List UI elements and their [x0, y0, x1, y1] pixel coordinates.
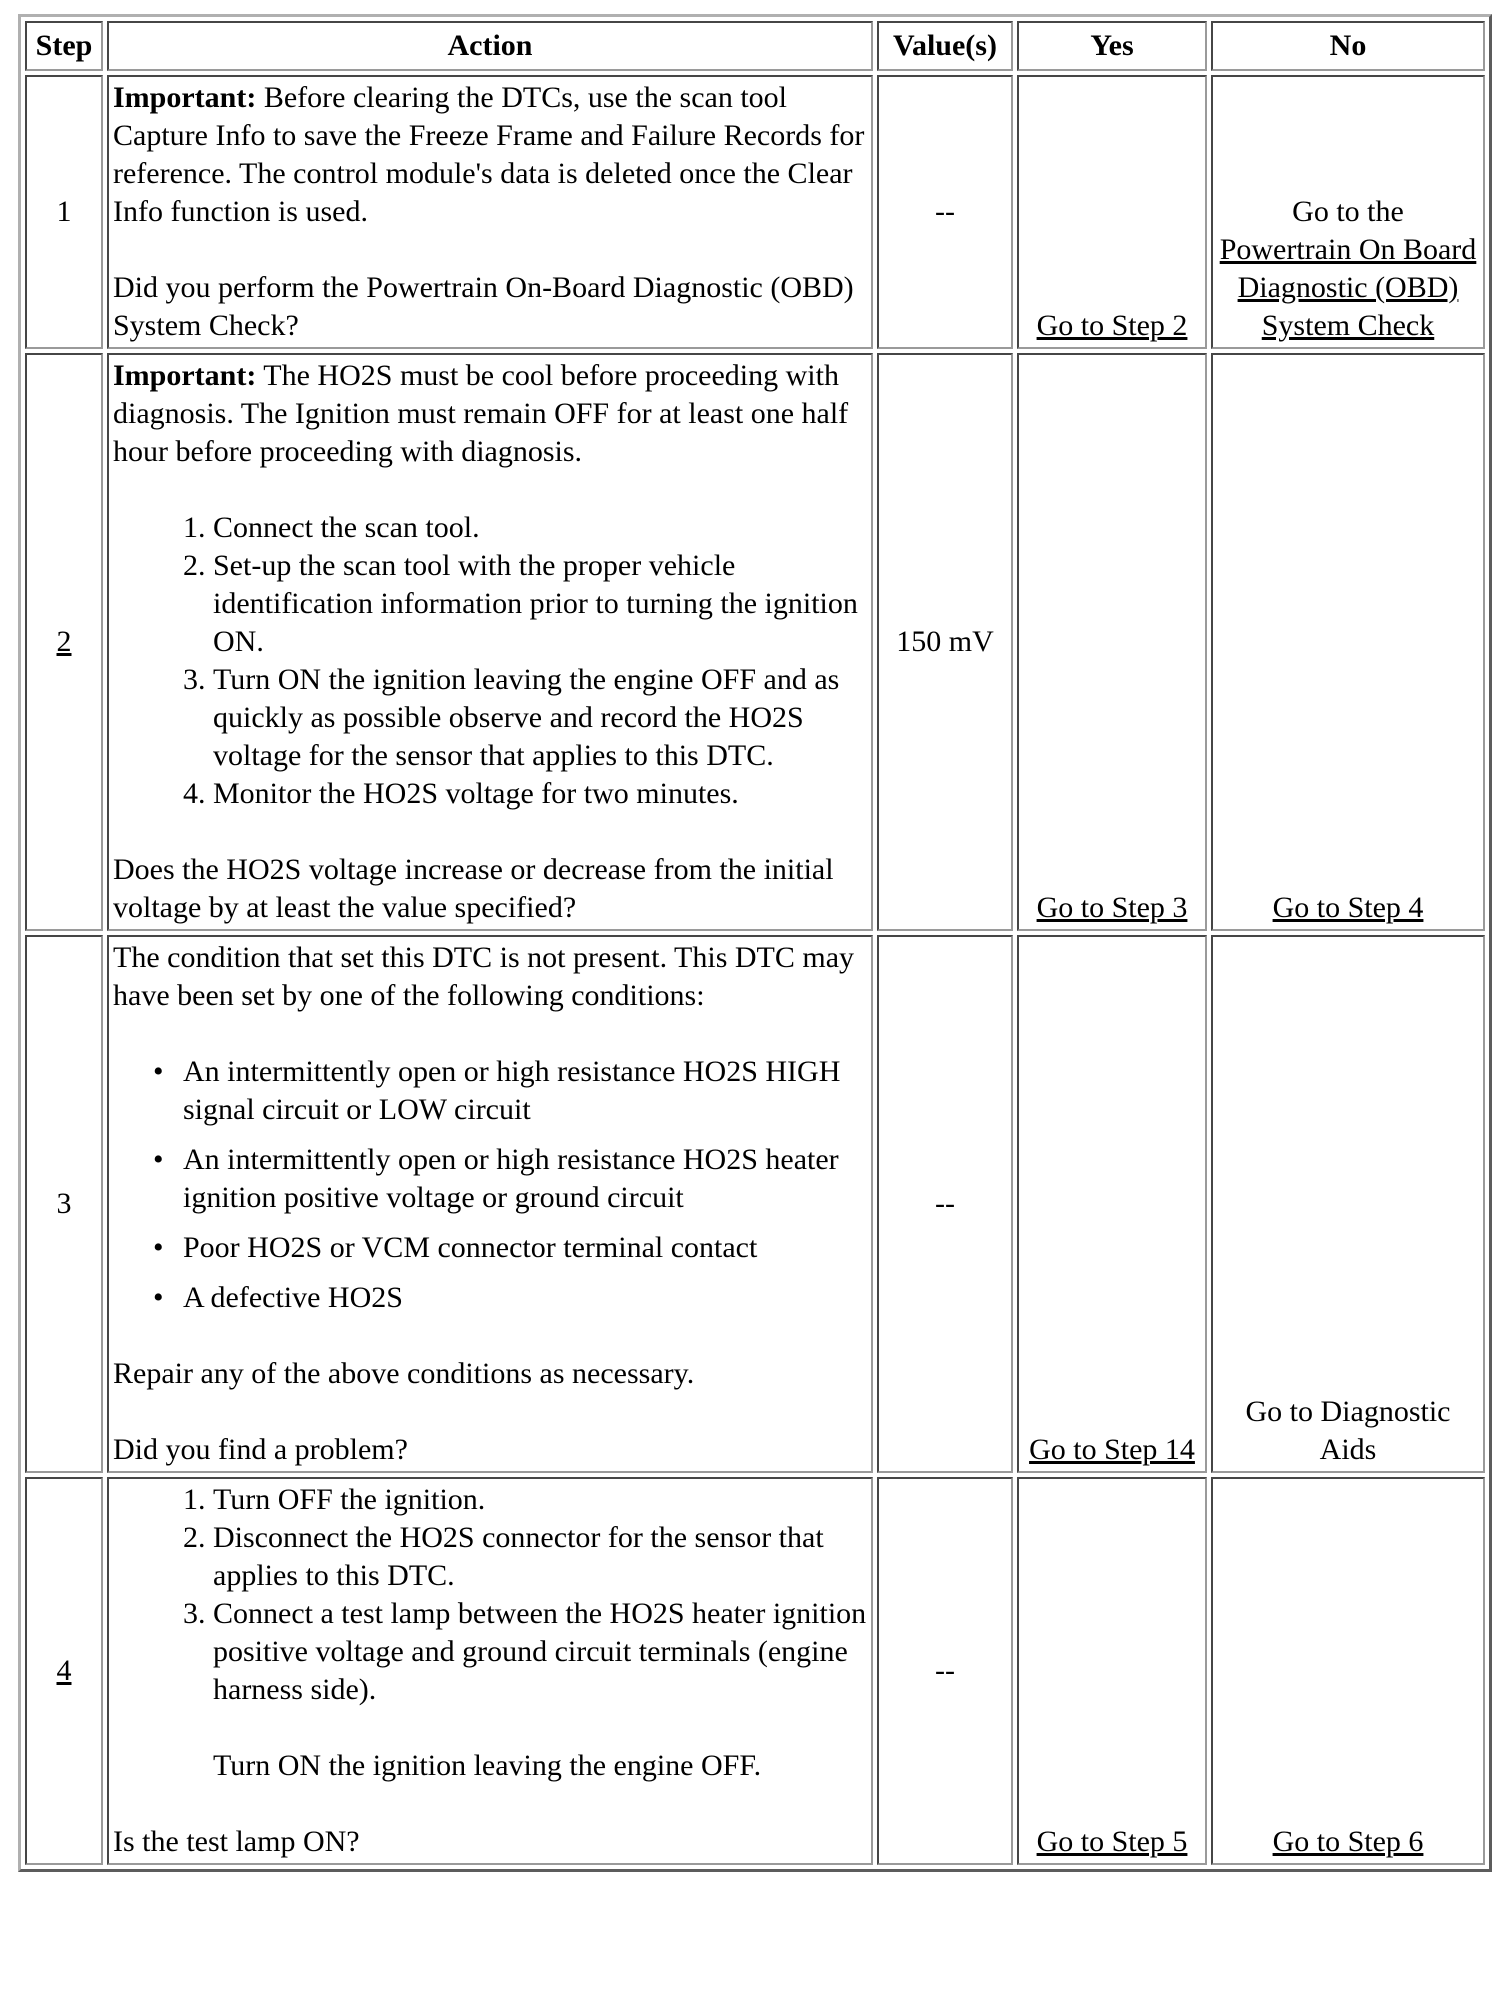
yes-cell — [1017, 935, 1207, 1473]
step-number — [25, 1477, 103, 1865]
intro-text: The condition that set this DTC is not present. This DTC may have been set by one of the following conditions: — [113, 941, 855, 1012]
value-cell: -- — [877, 75, 1013, 349]
header-values: Value(s) — [877, 21, 1013, 71]
action-cell — [107, 935, 873, 1473]
step-link[interactable]: 4 — [56, 1654, 72, 1687]
action-cell — [107, 1477, 873, 1865]
important-text: The HO2S must be cool before proceeding with diagnosis. The Ignition must remain OFF for at least one half hour before proceeding with diagnosis. — [113, 359, 849, 468]
list-item: 1. Turn OFF the ignition. — [213, 1481, 867, 1519]
diagnostic-table — [18, 14, 1492, 1872]
no-link[interactable]: Go to Step 6 — [1272, 1825, 1424, 1858]
list-item: 1. Connect the scan tool. — [213, 509, 867, 547]
step-link[interactable]: 2 — [56, 625, 72, 658]
yes-link[interactable]: Go to Step 3 — [1036, 891, 1188, 924]
table-row-step-4 — [25, 1477, 1485, 1865]
important-label: Important: — [113, 81, 257, 114]
yes-cell — [1017, 353, 1207, 931]
list-item: 2. Disconnect the HO2S connector for the sensor that applies to this DTC. — [213, 1519, 867, 1595]
bullet-icon: • — [153, 1143, 164, 1176]
no-link[interactable]: Powertrain On Board Diagnostic (OBD) System Check — [1219, 233, 1477, 342]
no-cell — [1211, 75, 1485, 349]
important-note — [113, 357, 867, 471]
list-item: • Poor HO2S or VCM connector terminal contact — [183, 1229, 867, 1267]
substep-text: Turn ON the ignition leaving the engine OFF. — [213, 1749, 762, 1782]
important-note — [113, 79, 867, 231]
no-link[interactable]: Go to Step 4 — [1272, 891, 1424, 924]
list-item: 2. Set-up the scan tool with the proper vehicle identification information prior to turning the ignition ON. — [213, 547, 867, 661]
procedure-list — [113, 509, 867, 813]
procedure-list — [113, 1481, 867, 1785]
header-row — [25, 21, 1485, 71]
header-action: Action — [107, 21, 873, 71]
list-item: • An intermittently open or high resistance HO2S HIGH signal circuit or LOW circuit — [153, 1055, 841, 1126]
value-cell: -- — [877, 935, 1013, 1473]
yes-link[interactable]: Go to Step 2 — [1036, 309, 1188, 342]
step-number: 3 — [25, 935, 103, 1473]
header-no: No — [1211, 21, 1485, 71]
list-item: 4. Monitor the HO2S voltage for two minutes. — [213, 775, 867, 813]
bullet-icon: • — [153, 1055, 164, 1088]
important-text: Before clearing the DTCs, use the scan tool Capture Info to save the Freeze Frame and Failure Records for reference. The control module's data is deleted once the Clear Info function is used. — [113, 81, 865, 228]
list-item: 3. Turn ON the ignition leaving the engine OFF and as quickly as possible observe and record the HO2S voltage for the sensor that applies to this DTC. — [213, 661, 867, 775]
step-number — [25, 353, 103, 931]
no-cell — [1211, 1477, 1485, 1865]
important-label: Important: — [113, 359, 257, 392]
value-cell: 150 mV — [877, 353, 1013, 931]
table-row-step-3 — [25, 935, 1485, 1473]
action-cell — [107, 353, 873, 931]
yes-cell — [1017, 75, 1207, 349]
header-step: Step — [25, 21, 103, 71]
conditions-list — [113, 1053, 867, 1317]
header-yes: Yes — [1017, 21, 1207, 71]
question-text: Did you perform the Powertrain On-Board Diagnostic (OBD) System Check? — [113, 271, 854, 342]
action-cell — [107, 75, 873, 349]
question-text: Did you find a problem? — [113, 1433, 408, 1466]
step-number: 1 — [25, 75, 103, 349]
no-cell: Go to Diagnostic Aids — [1211, 935, 1485, 1473]
list-item: • A defective HO2S — [183, 1279, 867, 1317]
diagnostic-table-wrapper — [18, 14, 1492, 1872]
yes-link[interactable]: Go to Step 14 — [1029, 1433, 1195, 1466]
question-text: Does the HO2S voltage increase or decrease from the initial voltage by at least the value specified? — [113, 853, 834, 924]
yes-cell — [1017, 1477, 1207, 1865]
yes-link[interactable]: Go to Step 5 — [1036, 1825, 1188, 1858]
no-cell — [1211, 353, 1485, 931]
bullet-icon: • — [153, 1231, 164, 1264]
list-item: • An intermittently open or high resistance HO2S heater ignition positive voltage or ground circuit — [153, 1143, 839, 1214]
question-text: Is the test lamp ON? — [113, 1825, 360, 1858]
table-row-step-1 — [25, 75, 1485, 349]
bullet-icon: • — [153, 1281, 164, 1314]
repair-text: Repair any of the above conditions as necessary. — [113, 1357, 695, 1390]
no-prefix: Go to the — [1292, 195, 1404, 228]
list-item: 3. Connect a test lamp between the HO2S heater ignition positive voltage and ground circuit terminals (engine harness side). Turn ON the ignition leaving the engine OFF. — [213, 1595, 867, 1785]
table-row-step-2 — [25, 353, 1485, 931]
value-cell: -- — [877, 1477, 1013, 1865]
